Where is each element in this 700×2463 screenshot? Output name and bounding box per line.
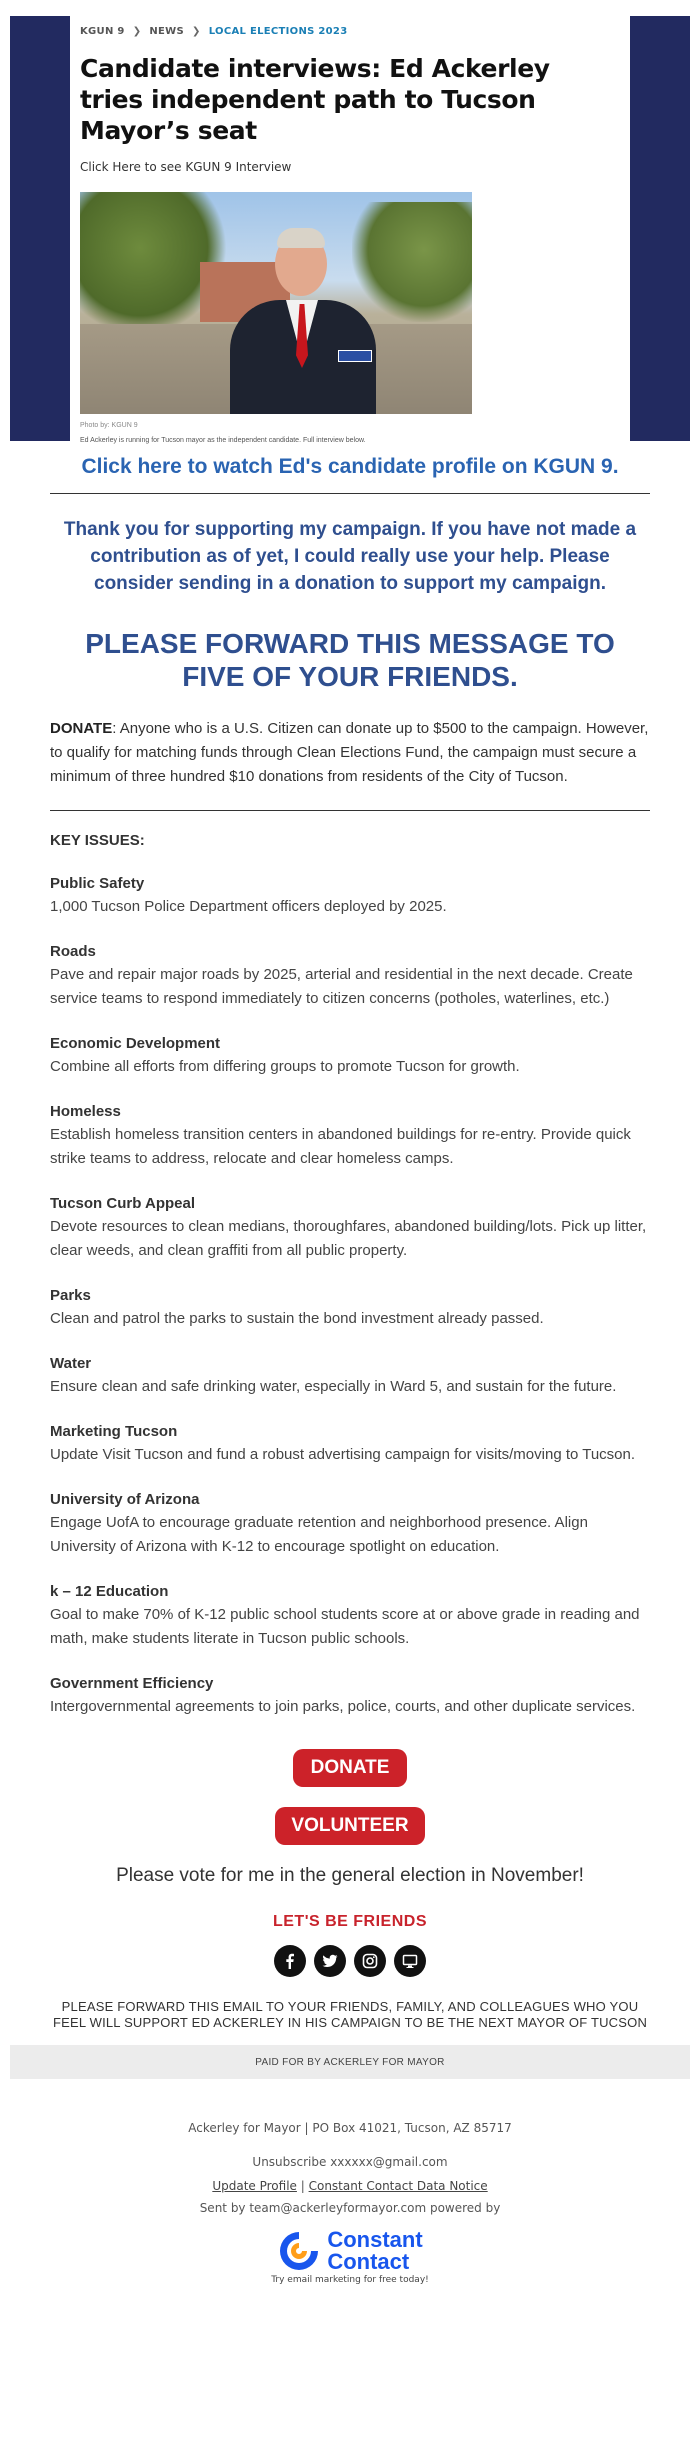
photo-credit: Photo by: KGUN 9 bbox=[80, 422, 138, 429]
issue-title: Water bbox=[50, 1355, 92, 1372]
cc-tagline: Try email marketing for free today! bbox=[271, 2275, 429, 2285]
issue-roads bbox=[50, 941, 650, 1011]
issue-title: Roads bbox=[50, 943, 96, 960]
constant-contact-logo[interactable] bbox=[0, 2229, 700, 2273]
breadcrumb-item-kgun9: KGUN 9 bbox=[80, 26, 125, 37]
issue-homeless bbox=[50, 1101, 650, 1171]
email-footer bbox=[0, 2121, 700, 2285]
update-profile-link[interactable]: Update Profile bbox=[212, 2179, 297, 2193]
divider bbox=[50, 810, 650, 811]
cc-brand-line1: Constant bbox=[327, 2227, 423, 2252]
watch-profile-link[interactable]: Click here to watch Ed's candidate profile on KGUN 9. bbox=[81, 455, 619, 478]
volunteer-button-wrap bbox=[0, 1787, 700, 1845]
footer-link-separator: | bbox=[296, 2179, 309, 2193]
instagram-icon[interactable] bbox=[354, 1945, 386, 1977]
candidate-photo bbox=[80, 192, 472, 414]
issue-body: Goal to make 70% of K-12 public school students score at or above grade in reading and math, make students literate in Tucson public schools. bbox=[50, 1606, 640, 1647]
issue-body: Intergovernmental agreements to join parks, police, courts, and other duplicate services. bbox=[50, 1698, 636, 1715]
donate-button-wrap bbox=[0, 1741, 700, 1787]
hero-left-bar bbox=[10, 16, 70, 441]
issue-curb-appeal bbox=[50, 1193, 650, 1263]
cc-data-notice-link[interactable]: Constant Contact Data Notice bbox=[308, 2179, 488, 2193]
issue-marketing-tucson bbox=[50, 1421, 650, 1467]
forward-email-note: PLEASE FORWARD THIS EMAIL TO YOUR FRIENDS, FAMILY, AND COLLEAGUES WHO YOU FEEL WILL SUPPORT ED ACKERLEY IN HIS CAMPAIGN TO BE THE NEXT MAYOR OF TUCSON bbox=[52, 1999, 648, 2030]
issue-title: Tucson Curb Appeal bbox=[50, 1195, 196, 1212]
issue-title: Marketing Tucson bbox=[50, 1423, 178, 1440]
news-hero-banner[interactable] bbox=[10, 0, 690, 444]
key-issues-heading: KEY ISSUES: bbox=[50, 832, 145, 849]
issue-government-efficiency bbox=[50, 1673, 650, 1719]
constant-contact-logo-icon bbox=[277, 2229, 321, 2273]
chevron-right-icon: ❯ bbox=[192, 26, 201, 37]
issue-water bbox=[50, 1353, 650, 1399]
issue-title: Homeless bbox=[50, 1103, 121, 1120]
forward-message-heading: PLEASE FORWARD THIS MESSAGE TO FIVE OF YOUR FRIENDS. bbox=[85, 628, 615, 692]
issue-university-of-arizona bbox=[50, 1489, 650, 1559]
issue-title: Economic Development bbox=[50, 1035, 221, 1052]
issue-title: k – 12 Education bbox=[50, 1583, 169, 1600]
photo-caption: Ed Ackerley is running for Tucson mayor as the independent candidate. Full interview below. bbox=[80, 437, 366, 444]
issue-title: Public Safety bbox=[50, 875, 145, 892]
issue-body: Engage UofA to encourage graduate retention and neighborhood presence. Align University of Arizona with K-12 to encourage spotlight on education. bbox=[50, 1514, 588, 1555]
issue-public-safety bbox=[50, 873, 650, 919]
issue-body: Update Visit Tucson and fund a robust advertising campaign for visits/moving to Tucson. bbox=[50, 1446, 636, 1463]
breadcrumb-item-local-elections: LOCAL ELECTIONS 2023 bbox=[208, 26, 348, 37]
social-links bbox=[0, 1945, 700, 1977]
issue-body: Establish homeless transition centers in abandoned buildings for re-entry. Provide quick strike teams to address, relocate and clear homeless camps. bbox=[50, 1126, 631, 1167]
donate-button[interactable]: DONATE bbox=[293, 1749, 408, 1787]
footer-address: Ackerley for Mayor | PO Box 41021, Tucson, AZ 85717 bbox=[188, 2121, 512, 2135]
volunteer-button[interactable]: VOLUNTEER bbox=[275, 1807, 424, 1845]
breadcrumb-item-news: NEWS bbox=[149, 26, 185, 37]
paid-for-by-banner bbox=[10, 2045, 690, 2079]
divider bbox=[50, 493, 650, 494]
lets-be-friends-heading: LET'S BE FRIENDS bbox=[272, 1913, 428, 1930]
hero-right-bar bbox=[630, 16, 690, 441]
issue-body: Pave and repair major roads by 2025, arterial and residential in the next decade. Create service teams to respond immediately to citizen concerns (potholes, waterlines, etc.) bbox=[50, 966, 633, 1007]
issue-body: Combine all efforts from differing groups to promote Tucson for growth. bbox=[50, 1058, 520, 1075]
issue-parks bbox=[50, 1285, 650, 1331]
issue-body: Clean and patrol the parks to sustain the bond investment already passed. bbox=[50, 1310, 544, 1327]
footer-links bbox=[0, 2179, 700, 2193]
donate-info bbox=[50, 717, 650, 789]
breadcrumb bbox=[80, 26, 620, 37]
issue-body: Ensure clean and safe drinking water, especially in Ward 5, and sustain for the future. bbox=[50, 1378, 617, 1395]
cc-brand-line2: Contact bbox=[327, 2249, 410, 2274]
website-icon[interactable] bbox=[394, 1945, 426, 1977]
hero-subtitle: Click Here to see KGUN 9 Interview bbox=[80, 160, 292, 174]
issue-title: Government Efficiency bbox=[50, 1675, 214, 1692]
hero-card bbox=[70, 16, 630, 444]
donate-info-text: : Anyone who is a U.S. Citizen can donate up to $500 to the campaign. However, to qualify for matching funds through Clean Elections Fund, the campaign must secure a minimum of three hundred $10 donations from residents of the City of Tucson. bbox=[50, 720, 649, 785]
issue-body: Devote resources to clean medians, thoroughfares, abandoned building/lots. Pick up litter, clear weeds, and clean graffiti from all public property. bbox=[50, 1218, 647, 1259]
key-issues-section bbox=[50, 832, 650, 1719]
issue-k12-education bbox=[50, 1581, 650, 1651]
facebook-icon[interactable] bbox=[274, 1945, 306, 1977]
unsubscribe-text: Unsubscribe xxxxxx@gmail.com bbox=[252, 2155, 448, 2169]
vote-message: Please vote for me in the general election in November! bbox=[116, 1865, 584, 1886]
issue-body: 1,000 Tucson Police Department officers deployed by 2025. bbox=[50, 898, 447, 915]
sent-by-text: Sent by team@ackerleyformayor.com powered by bbox=[199, 2201, 501, 2215]
issue-title: University of Arizona bbox=[50, 1491, 200, 1508]
chevron-right-icon: ❯ bbox=[132, 26, 142, 37]
issue-title: Parks bbox=[50, 1287, 91, 1304]
donate-label: DONATE bbox=[50, 720, 113, 737]
twitter-icon[interactable] bbox=[314, 1945, 346, 1977]
hero-title: Candidate interviews: Ed Ackerley tries independent path to Tucson Mayor’s seat bbox=[80, 54, 550, 145]
thanks-message: Thank you for supporting my campaign. If you have not made a contribution as of yet, I could really use your help. Please consider sending in a donation to support my campaign. bbox=[63, 519, 637, 594]
issue-economic-development bbox=[50, 1033, 650, 1079]
paid-for-by-text: PAID FOR BY ACKERLEY FOR MAYOR bbox=[255, 2056, 445, 2068]
